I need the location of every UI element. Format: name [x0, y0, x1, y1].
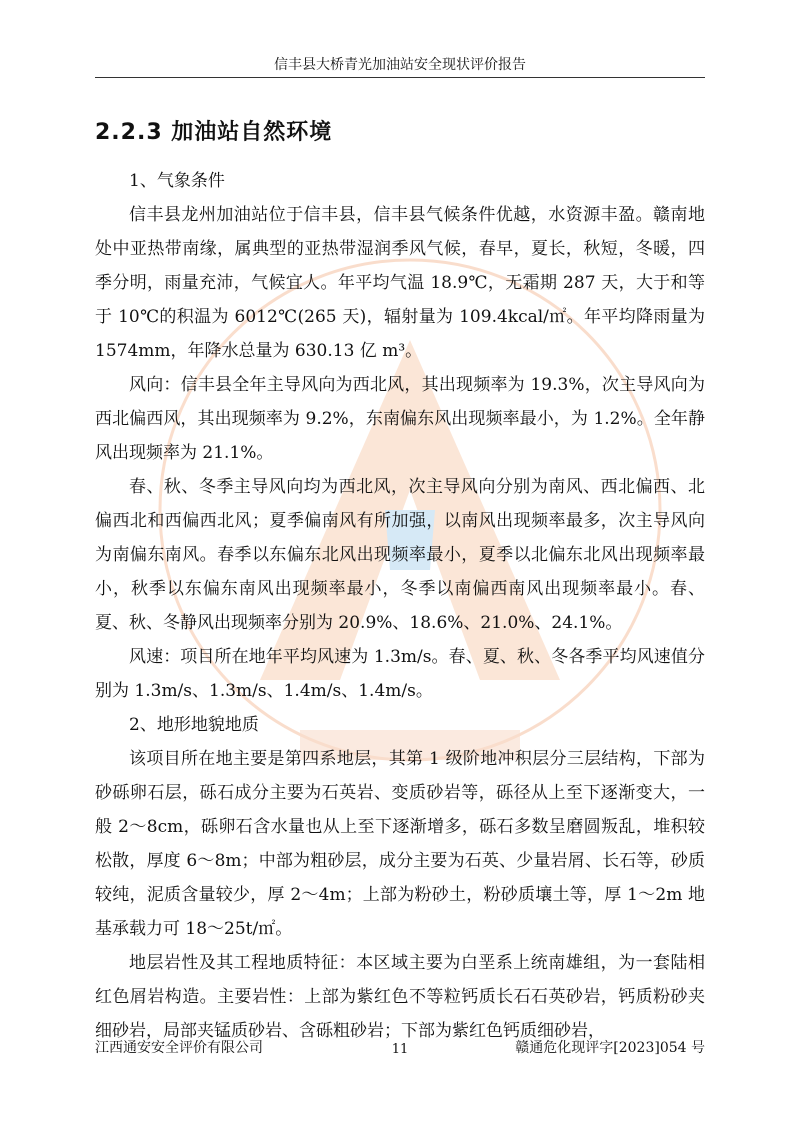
page-header: 信丰县大桥青光加油站安全现状评价报告 — [274, 57, 526, 73]
page-number: 11 — [391, 1042, 409, 1057]
paragraph-wind-speed: 风速：项目所在地年平均风速为 1.3m/s。春、夏、秋、冬各季平均风速值分别为 1.3m/s、1.3m/s、1.4m/s、1.4m/s。 — [95, 647, 705, 701]
paragraph-wind-direction: 风向：信丰县全年主导风向为西北风，其出现频率为 19.3%，次主导风向为西北偏西风，其出现频率为 9.2%，东南偏东风出现频率最小，为 1.2%。全年静风出现频率为 21.1%。 — [95, 375, 705, 463]
paragraph-lithology: 地层岩性及其工程地质特征：本区域主要为白垩系上统南雄组，为一套陆相红色屑岩构造。主要岩性：上部为紫红色不等粒钙质长石石英砂岩，钙质粉砂夹细砂岩，局部夹锰质砂岩、含砾粗砂岩；下部为紫红色钙质细砂岩， — [95, 953, 705, 1041]
document-body — [95, 164, 705, 1048]
subheading-terrain: 2、地形地貌地质 — [129, 715, 259, 735]
footer-doc-code: 赣通危化现评字[2023]054 号 — [515, 1040, 705, 1056]
footer-company: 江西通安安全评价有限公司 — [95, 1040, 263, 1056]
section-title: 2.2.3 加油站自然环境 — [95, 120, 333, 145]
header-divider — [95, 77, 705, 78]
paragraph-seasonal-wind: 春、秋、冬季主导风向均为西北风，次主导风向分别为南风、西北偏西、北偏西北和西偏西北风；夏季偏南风有所加强，以南风出现频率最多，次主导风向为南偏东南风。春季以东偏东北风出现频率最小，夏季以北偏东北风出现频率最小，秋季以东偏东南风出现频率最小，冬季以南偏西南风出现频率最小。春、夏、秋、冬静风出现频率分别为 20.9%、18.6%、21.0%、24.1%。 — [95, 477, 705, 633]
subheading-weather: 1、气象条件 — [129, 171, 225, 191]
paragraph-climate: 信丰县龙州加油站位于信丰县，信丰县气候条件优越，水资源丰盈。赣南地处中亚热带南缘，属典型的亚热带湿润季风气候，春早，夏长，秋短，冬暖，四季分明，雨量充沛，气候宜人。年平均气温 18.9℃，无霜期 287 天，大于和等于 10℃的积温为 6012℃(265 天)，辐射量为 109.4kcal/㎡。年平均降雨量为 1574mm，年降水总量为 630.13 亿 m³。 — [95, 205, 705, 361]
paragraph-strata: 该项目所在地主要是第四系地层，其第 1 级阶地冲积层分三层结构，下部为砂砾卵石层，砾石成分主要为石英岩、变质砂岩等，砾径从上至下逐渐变大，一般 2～8cm，砾卵石含水量也从上至下逐渐增多，砾石多数呈磨圆叛乱，堆积较松散，厚度 6～8m；中部为粗砂层，成分主要为石英、少量岩屑、长石等，砂质较纯，泥质含量较少，厚 2～4m；上部为粉砂土，粉砂质壤土等，厚 1～2m 地基承载力可 18～25t/㎡。 — [95, 749, 705, 939]
